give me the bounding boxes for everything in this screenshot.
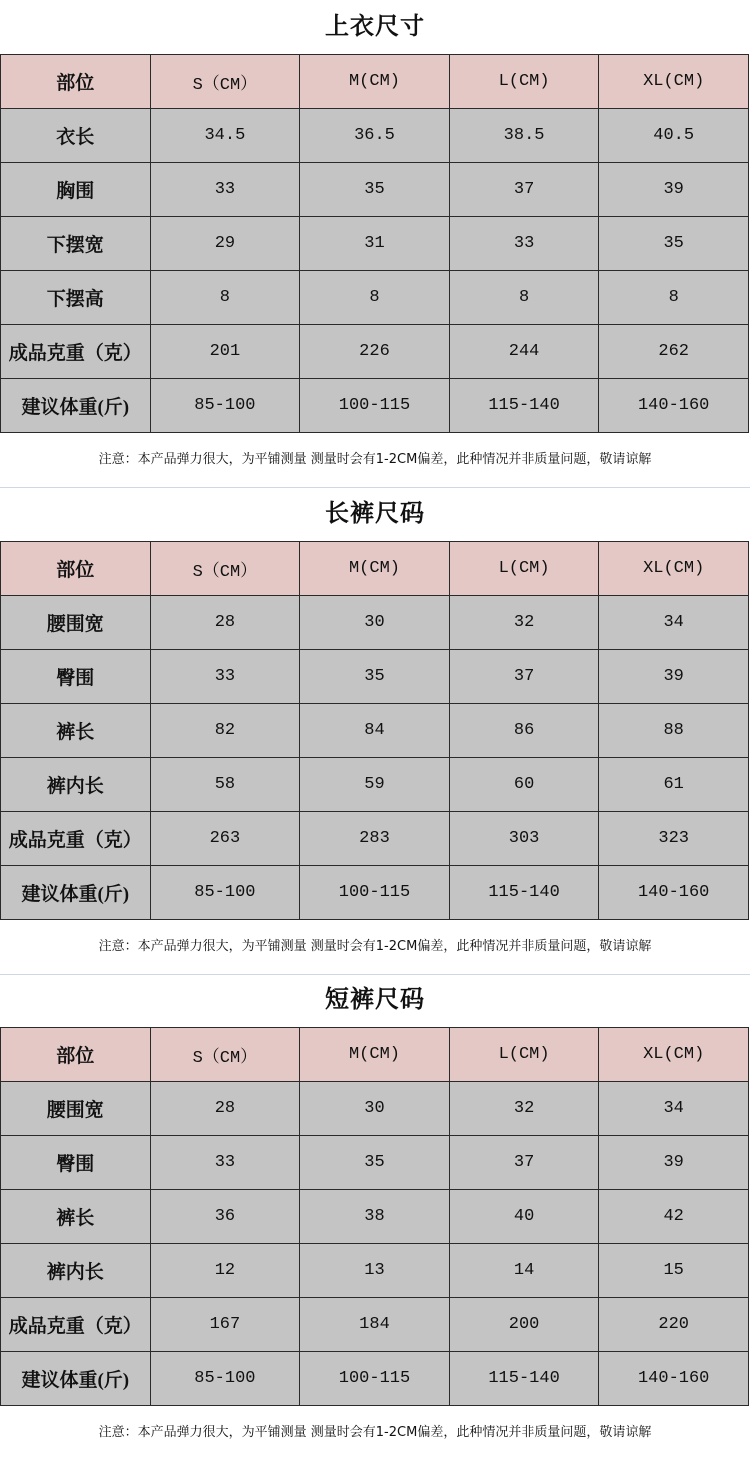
table-row <box>1 379 749 433</box>
size-table <box>0 541 749 920</box>
table-row <box>1 109 749 163</box>
table-cell: 86 <box>449 704 599 758</box>
size-table <box>0 54 749 433</box>
long-pants-size-section <box>0 487 750 975</box>
table-cell: 14 <box>449 1244 599 1298</box>
header-cell: L(CM) <box>449 1028 599 1082</box>
table-row <box>1 866 749 920</box>
row-label: 建议体重(斤) <box>1 379 151 433</box>
row-label: 裤内长 <box>1 1244 151 1298</box>
table-cell: 323 <box>599 812 749 866</box>
table-row <box>1 1082 749 1136</box>
header-cell: L(CM) <box>449 55 599 109</box>
table-cell: 84 <box>300 704 450 758</box>
row-label: 臀围 <box>1 1136 151 1190</box>
section-title: 长裤尺码 <box>325 501 425 527</box>
table-cell: 28 <box>150 1082 300 1136</box>
table-cell: 34 <box>599 1082 749 1136</box>
table-cell: 31 <box>300 217 450 271</box>
table-row <box>1 1352 749 1406</box>
table-cell: 29 <box>150 217 300 271</box>
header-cell: M(CM) <box>300 55 450 109</box>
table-row <box>1 650 749 704</box>
table-cell: 15 <box>599 1244 749 1298</box>
table-cell: 38.5 <box>449 109 599 163</box>
table-cell: 30 <box>300 596 450 650</box>
table-cell: 85-100 <box>150 866 300 920</box>
header-cell: S（CM） <box>150 542 300 596</box>
table-cell: 283 <box>300 812 450 866</box>
table-cell: 88 <box>599 704 749 758</box>
table-cell: 60 <box>449 758 599 812</box>
header-cell: XL(CM) <box>599 55 749 109</box>
table-cell: 59 <box>300 758 450 812</box>
table-cell: 303 <box>449 812 599 866</box>
table-cell: 100-115 <box>300 866 450 920</box>
header-cell: 部位 <box>1 1028 151 1082</box>
table-cell: 140-160 <box>599 866 749 920</box>
table-cell: 140-160 <box>599 379 749 433</box>
table-cell: 28 <box>150 596 300 650</box>
table-cell: 33 <box>150 1136 300 1190</box>
table-cell: 244 <box>449 325 599 379</box>
table-cell: 8 <box>300 271 450 325</box>
header-cell: 部位 <box>1 55 151 109</box>
size-table <box>0 1027 749 1406</box>
table-cell: 35 <box>300 650 450 704</box>
table-cell: 61 <box>599 758 749 812</box>
table-row <box>1 704 749 758</box>
row-label: 裤长 <box>1 704 151 758</box>
table-cell: 37 <box>449 1136 599 1190</box>
table-cell: 33 <box>150 163 300 217</box>
table-cell: 34.5 <box>150 109 300 163</box>
row-label: 成品克重（克） <box>1 1298 151 1352</box>
table-cell: 115-140 <box>449 1352 599 1406</box>
header-cell: XL(CM) <box>599 1028 749 1082</box>
table-cell: 40 <box>449 1190 599 1244</box>
row-label: 下摆高 <box>1 271 151 325</box>
row-label: 成品克重（克） <box>1 325 151 379</box>
table-cell: 32 <box>449 1082 599 1136</box>
row-label: 臀围 <box>1 650 151 704</box>
table-row <box>1 812 749 866</box>
table-cell: 82 <box>150 704 300 758</box>
row-label: 下摆宽 <box>1 217 151 271</box>
table-cell: 8 <box>150 271 300 325</box>
table-row <box>1 163 749 217</box>
table-cell: 226 <box>300 325 450 379</box>
table-cell: 115-140 <box>449 379 599 433</box>
row-label: 腰围宽 <box>1 1082 151 1136</box>
table-cell: 220 <box>599 1298 749 1352</box>
table-cell: 8 <box>449 271 599 325</box>
table-row <box>1 758 749 812</box>
row-label: 胸围 <box>1 163 151 217</box>
table-row <box>1 1298 749 1352</box>
row-label: 建议体重(斤) <box>1 1352 151 1406</box>
table-cell: 39 <box>599 650 749 704</box>
table-cell: 40.5 <box>599 109 749 163</box>
header-cell: M(CM) <box>300 1028 450 1082</box>
table-cell: 140-160 <box>599 1352 749 1406</box>
header-cell: XL(CM) <box>599 542 749 596</box>
table-cell: 35 <box>300 163 450 217</box>
row-label: 腰围宽 <box>1 596 151 650</box>
section-title: 上衣尺寸 <box>325 14 425 40</box>
table-row <box>1 1190 749 1244</box>
header-cell: S（CM） <box>150 1028 300 1082</box>
table-cell: 39 <box>599 1136 749 1190</box>
table-row <box>1 217 749 271</box>
table-cell: 85-100 <box>150 1352 300 1406</box>
row-label: 裤长 <box>1 1190 151 1244</box>
table-cell: 35 <box>300 1136 450 1190</box>
table-cell: 12 <box>150 1244 300 1298</box>
table-header-row <box>1 1028 749 1082</box>
table-cell: 37 <box>449 163 599 217</box>
note-text: 注意：本产品弹力很大，为平铺测量 测量时会有1-2CM偏差，此种情况并非质量问题，敬请谅解 <box>98 1425 652 1440</box>
table-cell: 100-115 <box>300 1352 450 1406</box>
table-cell: 85-100 <box>150 379 300 433</box>
table-cell: 36 <box>150 1190 300 1244</box>
table-row <box>1 1244 749 1298</box>
note-text: 注意：本产品弹力很大，为平铺测量 测量时会有1-2CM偏差，此种情况并非质量问题，敬请谅解 <box>98 452 652 467</box>
table-cell: 8 <box>599 271 749 325</box>
shorts-size-section <box>0 973 750 1460</box>
table-cell: 167 <box>150 1298 300 1352</box>
section-title: 短裤尺码 <box>325 987 425 1013</box>
table-cell: 200 <box>449 1298 599 1352</box>
table-cell: 34 <box>599 596 749 650</box>
table-cell: 42 <box>599 1190 749 1244</box>
table-cell: 30 <box>300 1082 450 1136</box>
table-cell: 58 <box>150 758 300 812</box>
table-cell: 33 <box>150 650 300 704</box>
table-cell: 35 <box>599 217 749 271</box>
header-cell: S（CM） <box>150 55 300 109</box>
table-row <box>1 271 749 325</box>
table-cell: 38 <box>300 1190 450 1244</box>
table-cell: 13 <box>300 1244 450 1298</box>
row-label: 成品克重（克） <box>1 812 151 866</box>
table-row <box>1 596 749 650</box>
header-cell: 部位 <box>1 542 151 596</box>
row-label: 建议体重(斤) <box>1 866 151 920</box>
table-header-row <box>1 542 749 596</box>
table-cell: 36.5 <box>300 109 450 163</box>
table-cell: 184 <box>300 1298 450 1352</box>
table-cell: 37 <box>449 650 599 704</box>
header-cell: L(CM) <box>449 542 599 596</box>
table-cell: 100-115 <box>300 379 450 433</box>
table-cell: 201 <box>150 325 300 379</box>
row-label: 衣长 <box>1 109 151 163</box>
table-row <box>1 325 749 379</box>
table-cell: 115-140 <box>449 866 599 920</box>
table-row <box>1 1136 749 1190</box>
table-cell: 32 <box>449 596 599 650</box>
top-size-section <box>0 0 750 488</box>
table-cell: 262 <box>599 325 749 379</box>
note-text: 注意：本产品弹力很大，为平铺测量 测量时会有1-2CM偏差，此种情况并非质量问题，敬请谅解 <box>98 939 652 954</box>
table-cell: 39 <box>599 163 749 217</box>
table-cell: 263 <box>150 812 300 866</box>
table-cell: 33 <box>449 217 599 271</box>
table-header-row <box>1 55 749 109</box>
header-cell: M(CM) <box>300 542 450 596</box>
row-label: 裤内长 <box>1 758 151 812</box>
